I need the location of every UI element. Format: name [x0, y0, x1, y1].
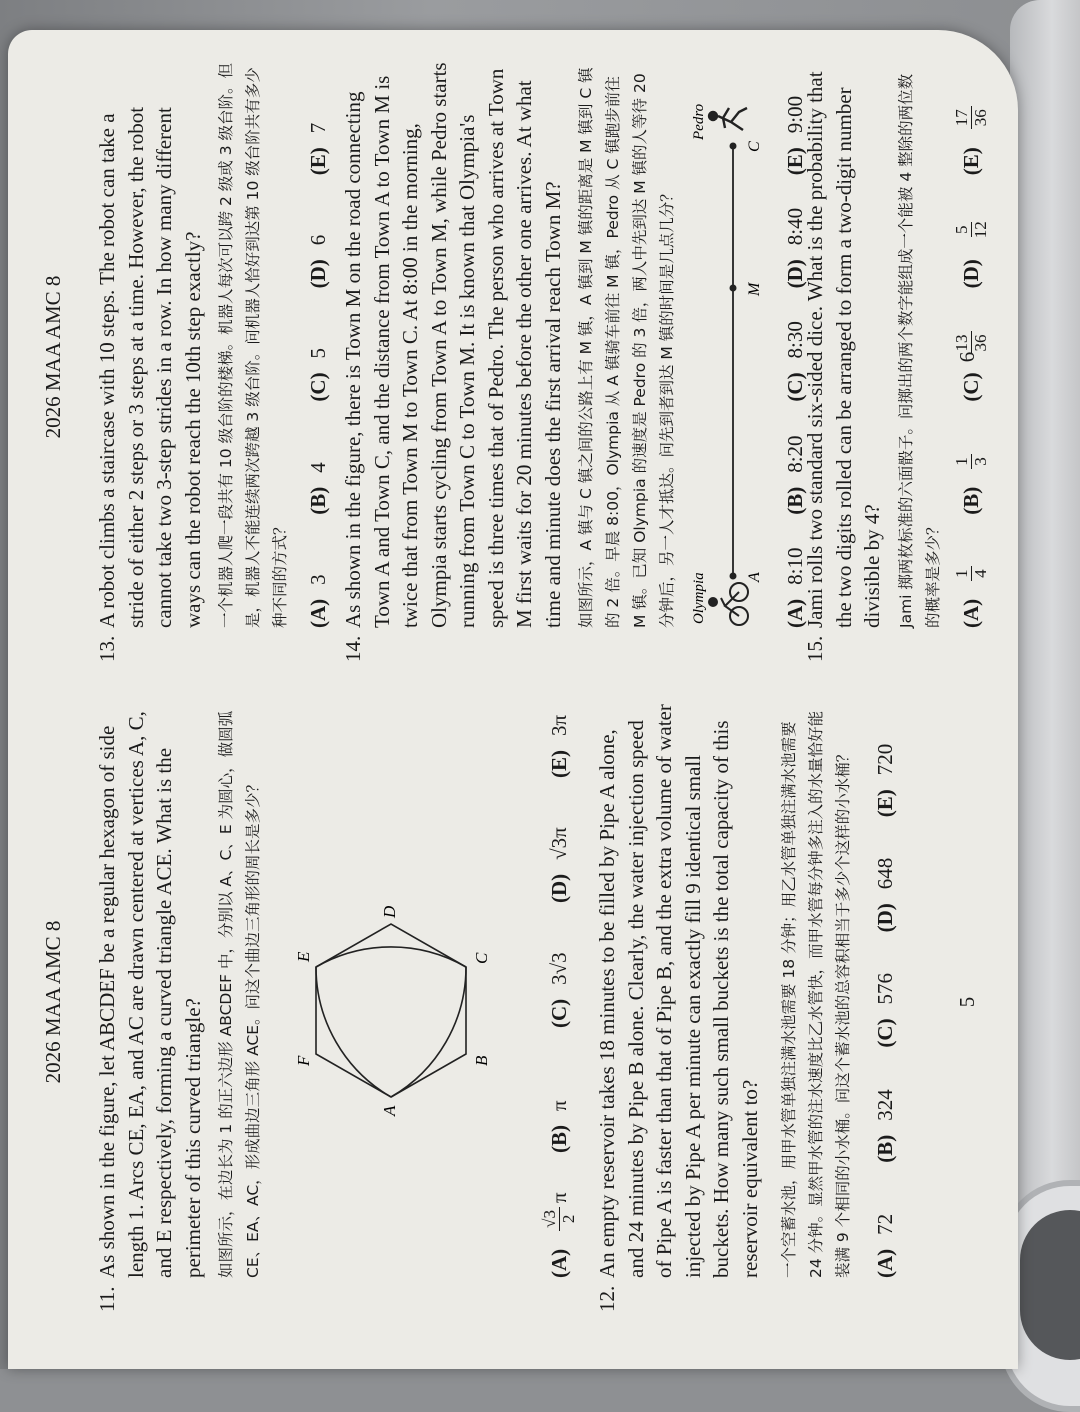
vertex-label-f: F — [294, 1055, 313, 1066]
choice-c: (C) 576 — [873, 972, 897, 1048]
page-header: 2026 MAA AMC 8 — [41, 920, 65, 1084]
problem-text: Jami rolls two standard six-sided dice. What is the probability that the two digits rolled can be arranged to form a two-digit number divisible by 4? — [803, 71, 884, 628]
choice-a: (A) √3 2 π — [540, 1192, 578, 1278]
answer-choices — [304, 62, 333, 628]
problem-number: 14. — [341, 635, 365, 662]
choice-c: (C) 5 — [306, 347, 330, 402]
problem-text-cn: 如图所示，在边长为 1 的正六边形 ABCDEF 中，分别以 A、C、E 为圆心，做圆弧 CE、EA、AC，形成曲边三角形 ACE。问这个曲边三角形的周长是多少？ — [217, 710, 262, 1278]
problem-14 — [339, 62, 810, 662]
choice-e: (E) 7 — [306, 122, 330, 176]
rotated-exam-spread — [11, 42, 1001, 1322]
choice-e: (E) 9:00 — [783, 95, 807, 176]
choice-a: (A) 72 — [873, 1213, 897, 1278]
problem-text-cn: Jami 掷两枚标准的六面骰子。问掷出的两个数字能组成一个能被 4 整除的两位数的概率是多少？ — [896, 73, 942, 628]
road-figure — [687, 88, 777, 628]
choice-e: (E) 17 36 — [953, 62, 990, 175]
choice-e: (E) 720 — [873, 743, 897, 818]
page-number: 5 — [954, 996, 979, 1008]
vertex-label-c: C — [472, 952, 491, 964]
problem-12 — [593, 702, 900, 1312]
cyclist-icon — [709, 583, 748, 625]
choice-b: (B) π — [547, 1100, 572, 1153]
choice-e: (E) 3π — [547, 714, 572, 778]
choice-a: (A) 3 — [306, 574, 330, 628]
choice-a: (A) 1 4 — [953, 515, 990, 628]
answer-choices — [541, 653, 578, 1278]
problem-number: 15. — [803, 635, 827, 662]
problem-11 — [93, 702, 578, 1312]
olympia-label: Olympia — [691, 572, 707, 624]
choice-b: (B) 4 — [306, 462, 330, 515]
problem-text: As shown in the figure, there is Town M on the road connecting Town A and Town C, and the distance from Town A to Town M is twice that from Town M to Town C. At 8:00 in the morning, Olympia starts cycling from Town A to Town M, while Pedro starts running from Town C to Town M. It is known that Olympia's speed is three times that of Pedro. The person who arrives at Town M first waits for 20 minutes before the other one arrives. At what time and minute does the first arrival reach Town M? — [341, 62, 565, 628]
choice-d: (D) √3π — [547, 827, 572, 903]
problem-text: A robot climbs a staircase with 10 steps. The robot can take a stride of either 2 steps or 3 steps at a time. However, the robot cannot take two 3-step strides in a row. In how many different ways can the robot reach the 10th step exactly? — [95, 106, 205, 628]
problem-text-cn: 一个机器人爬一段共有 10 级台阶的楼梯。机器人每次可以跨 2 级或 3 级台阶。但是，机器人不能连续两次跨越 3 级台阶。问机器人恰好到达第 10 级台阶共有多少种不同的方式？ — [217, 62, 289, 628]
point-m-label: M — [746, 282, 763, 296]
right-page — [11, 42, 1001, 672]
problem-text: As shown in the figure, let ABCDEF be a regular hexagon of side length 1. Arcs CE, EA, and AC are drawn centered at vertices A, C, and E respectively, forming a curved triangle ACE. What is the perimeter of this curved triangle? — [95, 711, 205, 1278]
hexagon-figure — [271, 882, 511, 1142]
choice-c: (C) 8:30 — [783, 321, 807, 402]
point-c-label: C — [746, 141, 763, 152]
tablet-edge — [1010, 0, 1080, 1369]
choice-b: (B) 324 — [873, 1089, 897, 1163]
page-number: 6 — [954, 351, 979, 363]
choice-d: (D) 6 — [306, 234, 330, 289]
problem-text: An empty reservoir takes 18 minutes to be filled by Pipe A alone, and 24 minutes by Pipe B alone. Clearly, the water injection speed of Pipe A is faster than that of Pipe B, and the extra volume of water injected by Pipe A per minute can exactly fill 9 identical small buckets. How many such small buckets is the total capacity of this reservoir equivalent to? — [595, 704, 762, 1278]
left-page — [11, 682, 1001, 1322]
choice-c: (C) 13 36 — [953, 288, 990, 401]
vertex-label-b: B — [472, 1055, 491, 1066]
vertex-label-a: A — [380, 1105, 399, 1116]
choice-c: (C) 3√3 — [547, 952, 572, 1028]
choice-d: (D) 8:40 — [783, 207, 807, 289]
runner-icon — [709, 108, 747, 130]
answer-choices — [871, 702, 900, 1278]
problem-text-cn: 如图所示，A 镇与 C 镇之间的公路上有 M 镇，A 镇到 M 镇的距离是 M 镇到 C 镇的 2 倍。早晨 8:00，Olympia 从 A 镇骑车前往 M 镇，Pedro 从 C 镇跑步前往 M 镇。已知 Olympia 的速度是 Pedro 的 3 倍，两人中先到达 M 镇的人等待 20 分钟后，另一人才抵达。问先到者到达 M 镇的时间是几点几分？ — [577, 67, 676, 628]
problem-13 — [93, 62, 333, 662]
problem-number: 11. — [95, 1286, 119, 1312]
point-a-label: A — [746, 572, 763, 582]
choice-b: (B) 8:20 — [783, 435, 807, 515]
vertex-label-e: E — [294, 951, 313, 962]
problem-text-cn: 一个空蓄水池，用甲水管单独注满水池需要 18 分钟；用乙水管单独注满水池需要 24 分钟。显然甲水管的注水速度比乙水管快，而甲水管每分钟多注入的水量恰好能装满 9 个相同的小水桶。问这个蓄水池的总容积相当于多少个这样的小水桶？ — [780, 710, 852, 1278]
page-header: 2026 MAA AMC 8 — [41, 275, 65, 439]
choice-a: (A) 8:10 — [783, 547, 807, 628]
choice-d: (D) 5 12 — [951, 221, 990, 289]
choice-b: (B) 1 3 — [953, 402, 990, 515]
problem-number: 12. — [595, 1285, 619, 1312]
choice-d: (D) 648 — [873, 857, 897, 933]
pedro-label: Pedro — [691, 103, 707, 140]
vertex-label-d: D — [380, 905, 399, 918]
device-hole — [1020, 1210, 1080, 1360]
problem-number: 13. — [95, 635, 119, 662]
